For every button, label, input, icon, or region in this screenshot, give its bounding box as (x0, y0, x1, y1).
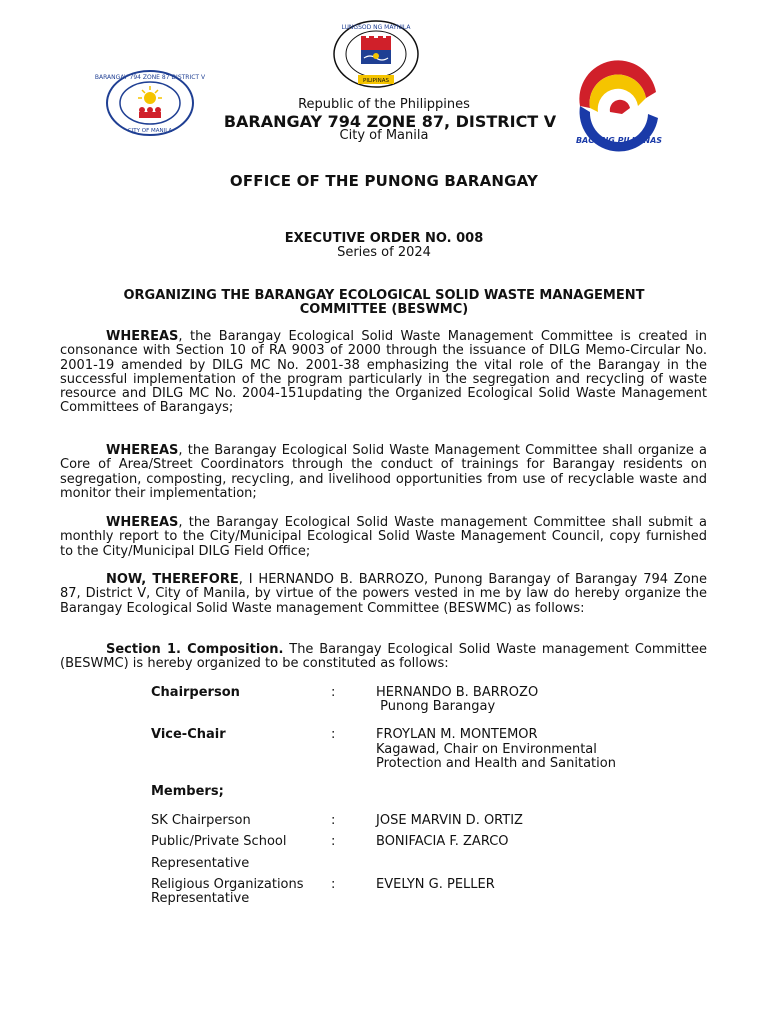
bagong-pilipinas-text: BAGONG PILIPINAS (575, 136, 663, 145)
chairperson-title: Punong Barangay (376, 699, 496, 714)
order-title (0, 289, 768, 317)
executive-order-number: EXECUTIVE ORDER NO. 008 (284, 231, 484, 246)
office-title: OFFICE OF THE PUNONG BARANGAY (229, 172, 539, 190)
section-1-paragraph: Section 1. Composition. The Barangay Ecological Solid Waste management Committee (BESWMC) is hereby organized to be constituted as follows: (60, 642, 707, 672)
whereas-paragraph-3: WHEREAS, the Barangay Ecological Solid Waste management Committee shall submit a monthly report to the City/Municipal Ecological Solid Waste Management Council, copy furnished to the City/Municipal DILG Field Office; (60, 515, 707, 559)
barangay-seal-bottom-text: CITY OF MANILA (127, 128, 173, 134)
member-label-school: Public/Private School (151, 834, 287, 849)
order-title-line1: ORGANIZING THE BARANGAY ECOLOGICAL SOLID WASTE MANAGEMENT (123, 288, 645, 303)
chairperson-name: HERNANDO B. BARROZO (376, 685, 539, 700)
member-label-sk: SK Chairperson (151, 813, 251, 828)
whereas-paragraph-1: WHEREAS, the Barangay Ecological Solid Waste Management Committee is created in consonance with Section 10 of RA 9003 of 2000 through the issuance of DILG Memo-Circular No. 2001-19 amended by DILG MC No. 2001-38 emphasizing the vital role of the Barangay in the successful implementation of the program particularly in the segregation and recycling of waste resource and DILG MC No. 2004-151updating the Organized Ecological Solid Waste Management Committees of Barangays; (60, 329, 707, 416)
member-label-religious-2: Representative (151, 891, 250, 906)
member-colon-school: : (331, 834, 336, 849)
manila-seal (333, 20, 419, 88)
now-therefore-paragraph: NOW, THEREFORE, I HERNANDO B. BARROZO, Punong Barangay of Barangay 794 Zone 87, District V, City of Manila, by virtue of the powers vested in me by law do hereby organize the Barangay Ecological Solid Waste management Committee (BESWMC) as follows: (60, 572, 707, 616)
member-name-sk: JOSE MARVIN D. ORTIZ (376, 813, 523, 828)
member-colon-religious: : (331, 877, 336, 892)
vice-chair-colon: : (331, 727, 336, 742)
republic-line: Republic of the Philippines (298, 97, 470, 112)
member-label-school-2: Representative (151, 856, 250, 871)
vice-chair-label: Vice-Chair (151, 727, 226, 742)
member-name-school: BONIFACIA F. ZARCO (376, 834, 509, 849)
city-line: City of Manila (339, 128, 429, 143)
chairperson-colon: : (331, 685, 336, 700)
series-line: Series of 2024 (337, 245, 431, 260)
vice-chair-title-2: Protection and Health and Sanitation (376, 756, 616, 771)
barangay-name: BARANGAY 794 ZONE 87, DISTRICT V (223, 112, 557, 131)
order-title-line2: COMMITTEE (BESWMC) (299, 302, 469, 317)
chairperson-label: Chairperson (151, 685, 240, 700)
members-label: Members; (151, 784, 224, 799)
member-colon-sk: : (331, 813, 336, 828)
member-label-religious: Religious Organizations (151, 877, 304, 892)
vice-chair-name: FROYLAN M. MONTEMOR (376, 727, 538, 742)
manila-seal-ring-text: LUNGSOD NG MAYNILA (341, 24, 411, 31)
barangay-seal-ring-text: BARANGAY 794 ZONE 87 DISTRICT V (94, 74, 206, 81)
member-name-religious: EVELYN G. PELLER (376, 877, 495, 892)
whereas-paragraph-2: WHEREAS, the Barangay Ecological Solid Waste Management Committee shall organize a Core of Area/Street Coordinators through the conduct of trainings for Barangay residents on segregation, composting, recycling, and livelihood opportunities from use of recyclable waste and monitor their implementation; (60, 443, 707, 501)
vice-chair-title-1: Kagawad, Chair on Environmental (376, 742, 597, 757)
manila-seal-bottom-text: PILIPINAS (363, 78, 389, 84)
